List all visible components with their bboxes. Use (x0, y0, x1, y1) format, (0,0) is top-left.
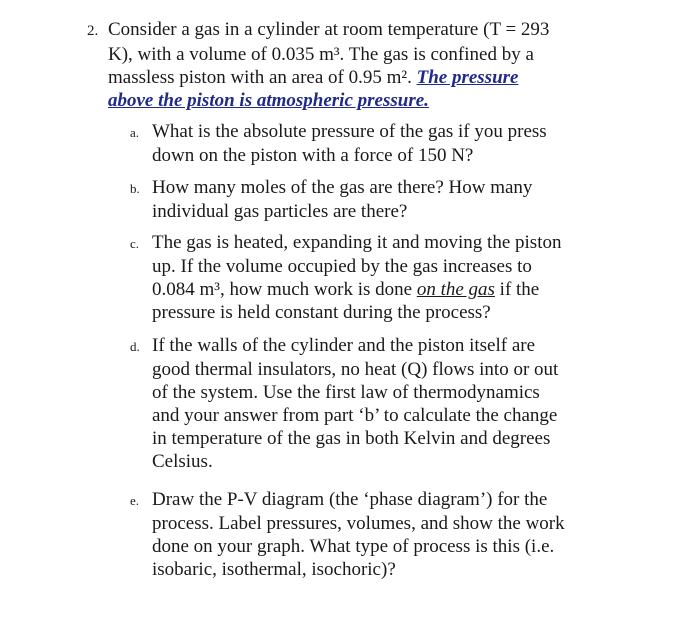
part-label: e. (130, 493, 140, 508)
part-d: d. If the walls of the cylinder and the piston itself are good thermal insulators, no heat (Q) flows into or out of the system. Use the first law of thermodynamics and your answer from part ‘b’ to calculate the change in temperature of the gas in both Kelvin and degrees Celsius. (130, 335, 559, 472)
question-line-1: 2. Consider a gas in a cylinder at room temperature (T = 293 (87, 18, 677, 43)
question-line-3: massless piston with an area of 0.95 m². The pressure (108, 67, 519, 88)
question-line-2: K), with a volume of 0.035 m³. The gas is confined by a (108, 44, 534, 65)
emphasis-text-2: above the piston is atmospheric pressure. (108, 90, 429, 111)
part-label: a. (130, 125, 140, 140)
part-e: e. Draw the P-V diagram (the ‘phase diagram’) for the process. Label pressures, volumes, and show the work done on your graph. What type of process is this (i.e. isobaric, isothermal, isochoric)? (130, 489, 565, 580)
question-number: 2. (87, 23, 99, 39)
question-line-4 (87, 89, 677, 112)
part-label: c. (130, 236, 140, 251)
part-c: c. The gas is heated, expanding it and moving the piston up. If the volume occupied by the gas increases to 0.084 m³, how much work is done on the gas if the pressure is held constant during the process? (130, 232, 562, 323)
on-the-gas-emphasis: on the gas (416, 279, 495, 300)
part-a: a. What is the absolute pressure of the gas if you press down on the piston with a force of 150 N? (130, 121, 547, 166)
emphasis-text-1: The pressure (416, 67, 519, 88)
part-label: d. (130, 339, 140, 354)
question-2 (87, 18, 677, 112)
part-b: b. How many moles of the gas are there? How many individual gas particles are there? (130, 177, 533, 222)
part-label: b. (130, 181, 140, 196)
